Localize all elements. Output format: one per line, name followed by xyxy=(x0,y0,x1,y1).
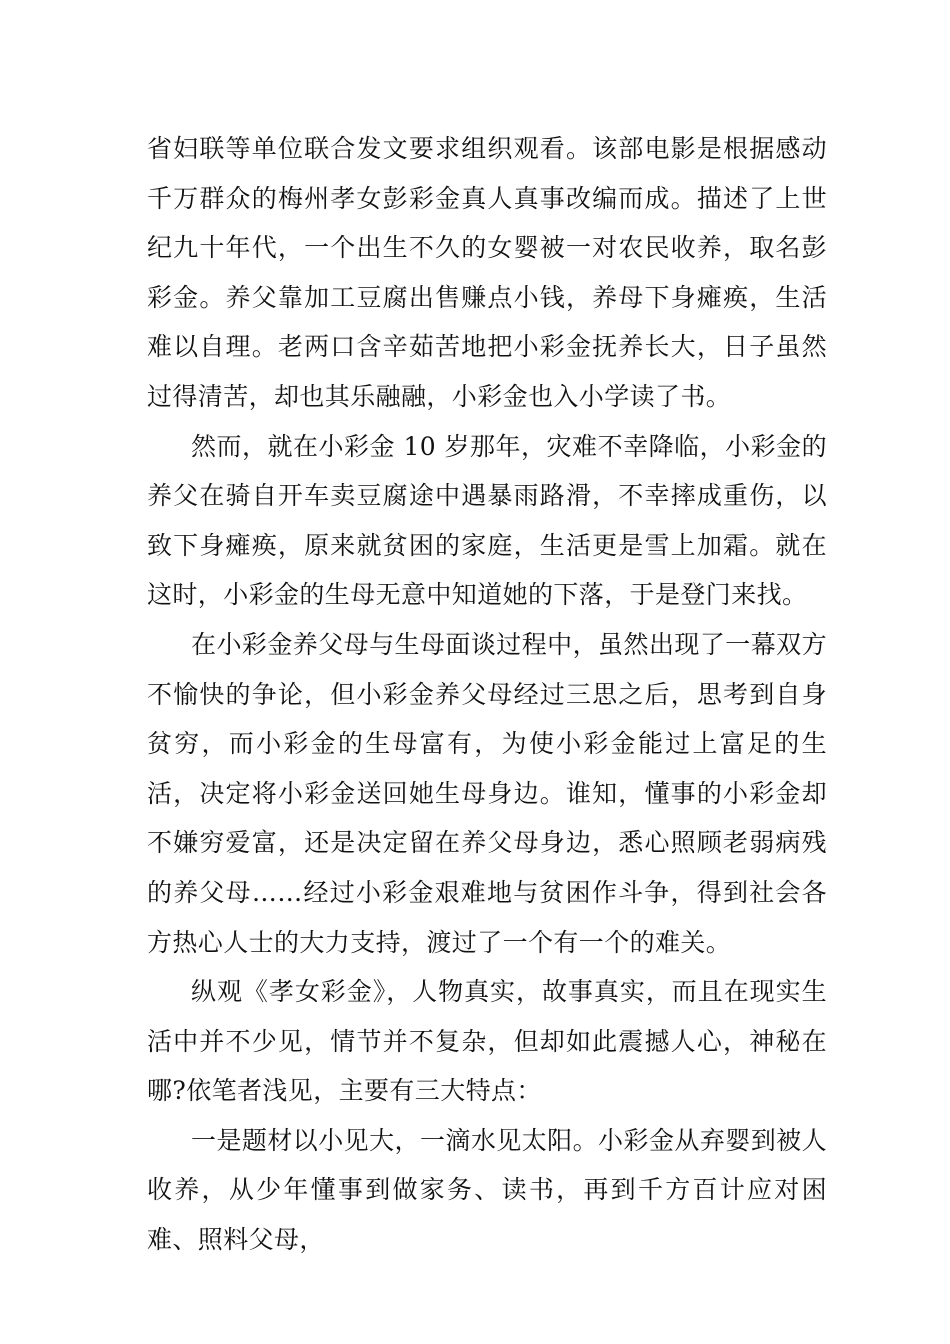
document-body xyxy=(147,124,827,1265)
paragraph-2: 然而，就在小彩金 10 岁那年，灾难不幸降临，小彩金的养父在骑自开车卖豆腐途中遇暴雨路滑，不幸摔成重伤，以致下身瘫痪，原来就贫困的家庭，生活更是雪上加霜。就在这时，小彩金的生母无意中知道她的下落，于是登门来找。 xyxy=(147,431,827,610)
paragraph-3: 在小彩金养父母与生母面谈过程中，虽然出现了一幕双方不愉快的争论，但小彩金养父母经过三思之后，思考到自身贫穷，而小彩金的生母富有，为使小彩金能过上富足的生活，决定将小彩金送回她生母身边。谁知，懂事的小彩金却不嫌穷爱富，还是决定留在养父母身边，悉心照顾老弱病残的养父母……经过小彩金艰难地与贫困作斗争，得到社会各方热心人士的大力支持，渡过了一个有一个的难关。 xyxy=(147,629,827,957)
paragraph-4: 纵观《孝女彩金》，人物真实，故事真实，而且在现实生活中并不少见，情节并不复杂，但却如此震撼人心，神秘在哪?依笔者浅见，主要有三大特点： xyxy=(147,977,827,1106)
paragraph-1: 省妇联等单位联合发文要求组织观看。该部电影是根据感动千万群众的梅州孝女彭彩金真人真事改编而成。描述了上世纪九十年代，一个出生不久的女婴被一对农民收养，取名彭彩金。养父靠加工豆腐出售赚点小钱，养母下身瘫痪，生活难以自理。老两口含辛茹苦地把小彩金抚养长大，日子虽然过得清苦，却也其乐融融，小彩金也入小学读了书。 xyxy=(147,134,827,411)
paragraph-5: 一是题材以小见大，一滴水见太阳。小彩金从弃婴到被人收养，从少年懂事到做家务、读书，再到千方百计应对困难、照料父母， xyxy=(147,1125,827,1255)
